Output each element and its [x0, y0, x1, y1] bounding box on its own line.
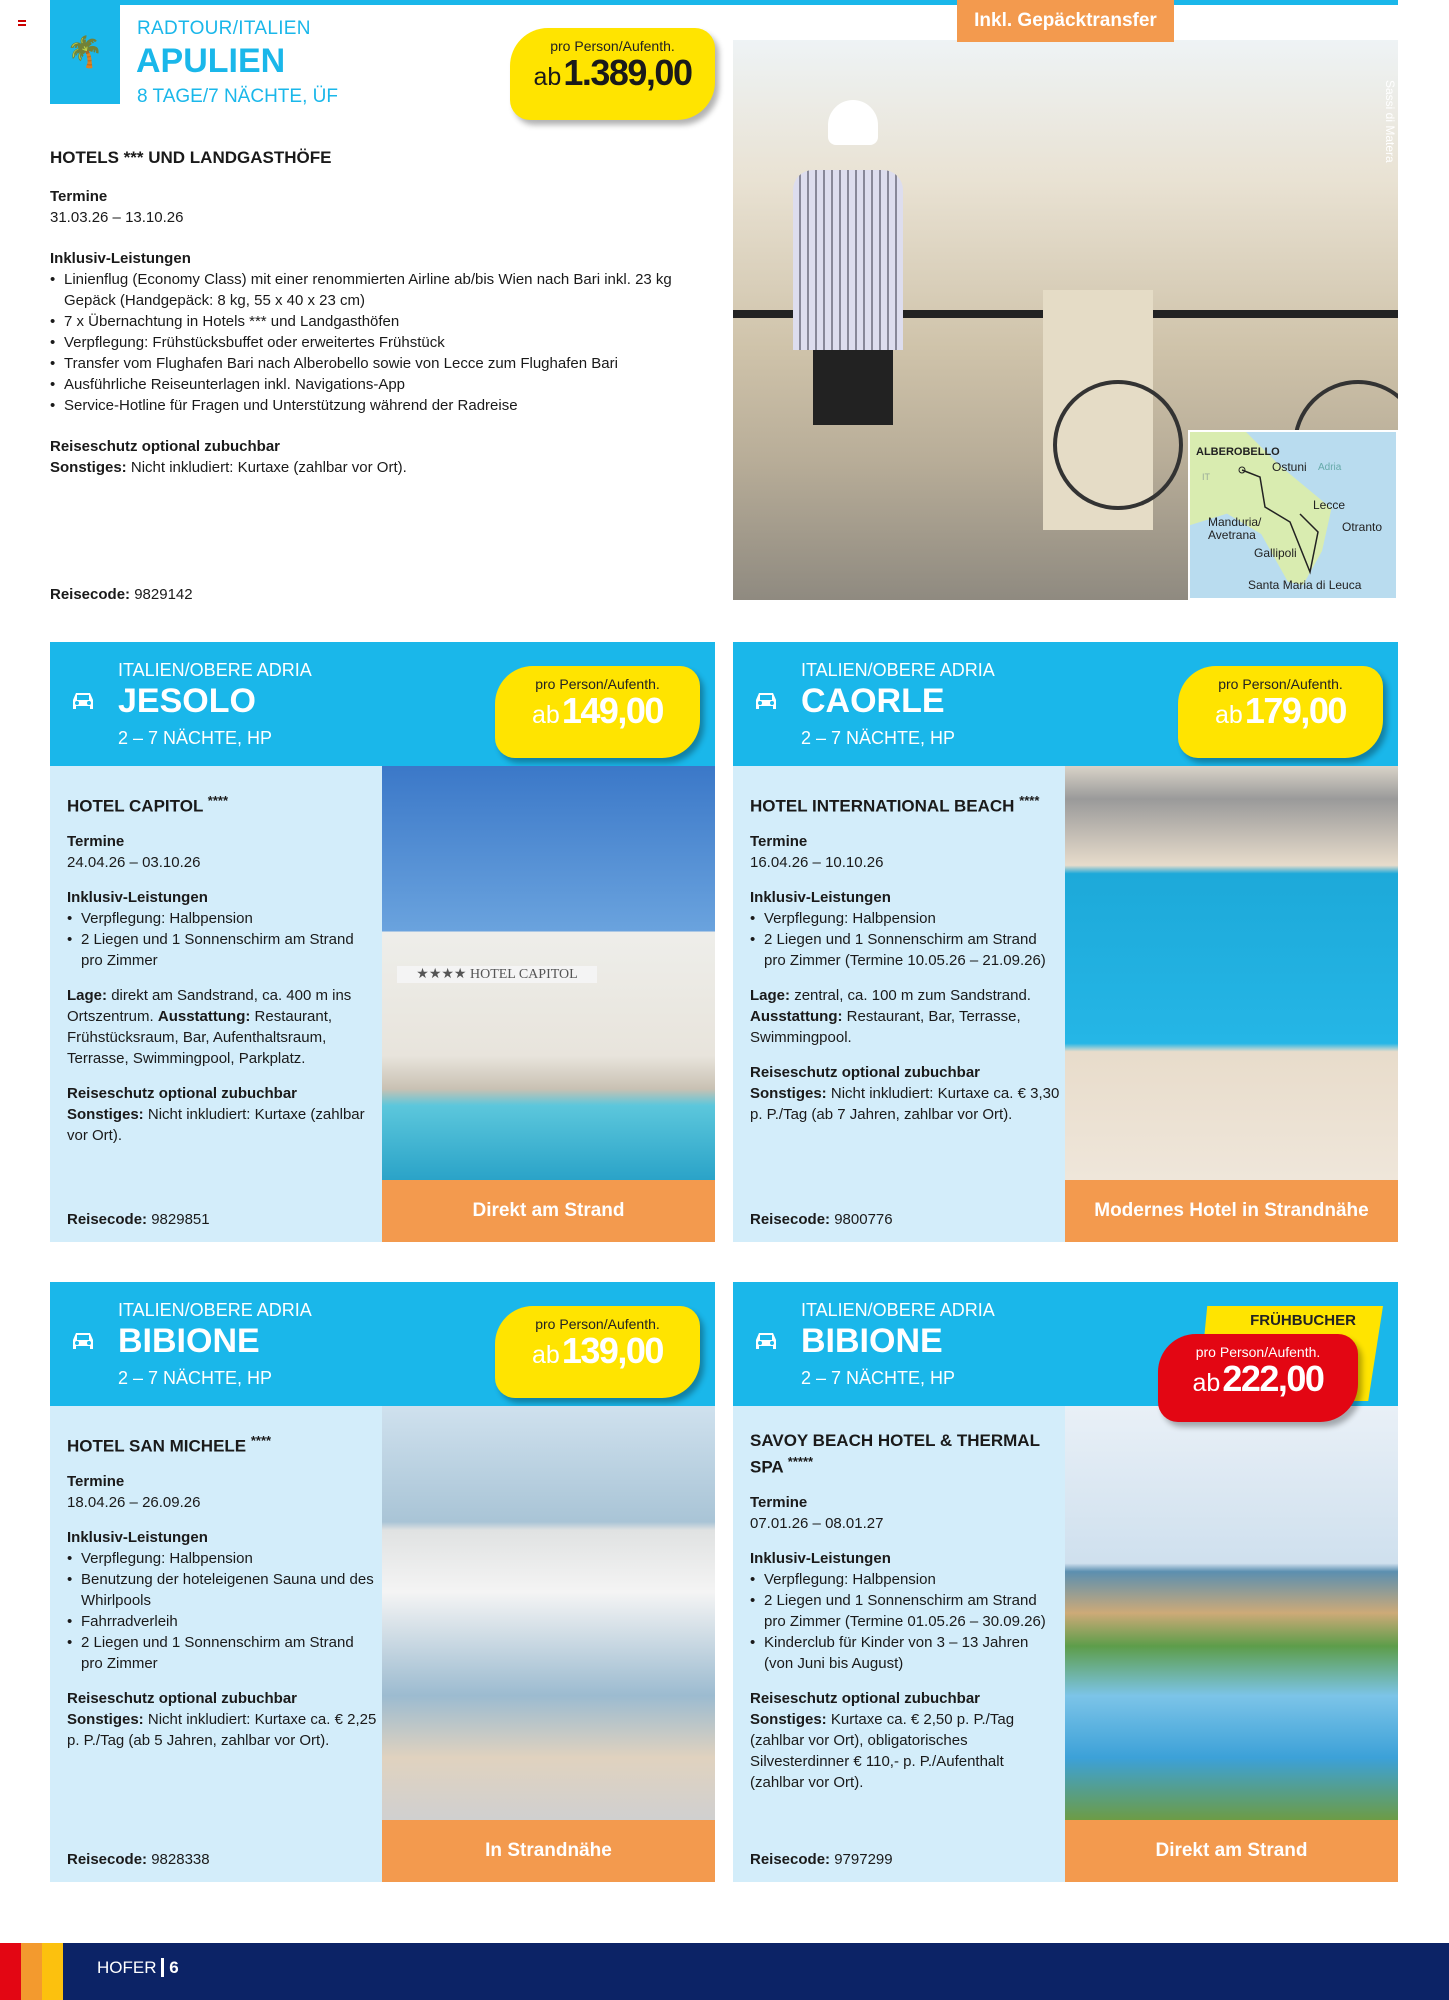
inklusiv-label: Inklusiv-Leistungen	[67, 888, 208, 906]
inklusiv-list	[750, 908, 1060, 971]
inklusiv-label: Inklusiv-Leistungen	[50, 250, 191, 267]
reisecode-value: 9829851	[151, 1211, 210, 1228]
price-value: 1.389,00	[563, 52, 692, 93]
sonstiges-text: Kurtaxe ca. € 2,50 p. P./Tag (zahlbar vor Ort), obligatorisches Silvesterdinner € 110,- p. P./Aufenthalt (zahlbar vor Ort).	[750, 1710, 1015, 1791]
inklusiv-label: Inklusiv-Leistungen	[750, 1549, 891, 1567]
price-value-row	[1178, 692, 1383, 734]
reisecode-row	[67, 1851, 210, 1868]
photo-caption: In Strandnähe	[382, 1820, 715, 1882]
card-title: CAORLE	[801, 682, 945, 720]
list-item: • Service-Hotline für Fragen und Unterstützung während der Radreise	[50, 395, 690, 416]
card-header	[50, 1282, 715, 1406]
reisecode-value: 9797299	[834, 1851, 893, 1868]
list-item: • Linienflug (Economy Class) mit einer renommierten Airline ab/bis Wien nach Bari inkl. 23 kg Gepäck (Handgepäck: 8 kg, 55 x 40 x 23 cm)	[50, 269, 690, 311]
car-icon	[751, 1326, 781, 1356]
reiseschutz-note: Reiseschutz optional zubuchbar	[50, 438, 281, 455]
price-value-row	[495, 1332, 700, 1374]
footer-brand: HOFER	[97, 1958, 157, 1977]
list-item: • Verpflegung: Halbpension	[67, 1548, 377, 1569]
offer-card-jesolo	[50, 642, 715, 1242]
reisecode-row	[750, 1851, 893, 1868]
reisecode-value: 9828338	[151, 1851, 210, 1868]
reiseschutz-note: Reiseschutz optional zubuchbar	[67, 1689, 298, 1707]
route-map	[1188, 430, 1398, 600]
card-title: BIBIONE	[118, 1322, 260, 1360]
hotel-name	[750, 1430, 1060, 1478]
price-badge	[1158, 1334, 1358, 1422]
price-badge	[495, 666, 700, 758]
page-number: 6	[161, 1958, 178, 1977]
reisecode-label: Reisecode:	[67, 1211, 148, 1228]
top-rule	[50, 0, 1398, 5]
inklusiv-label: Inklusiv-Leistungen	[750, 888, 891, 906]
early-booking-label: FRÜHBUCHER	[1250, 1312, 1356, 1329]
reiseschutz-note: Reiseschutz optional zubuchbar	[750, 1063, 981, 1081]
card-header	[733, 1282, 1398, 1406]
card-body	[733, 1406, 1398, 1882]
termine-label: Termine	[67, 1472, 125, 1490]
sonstiges-text: Nicht inkludiert: Kurtaxe (zahlbar vor Ort).	[67, 1105, 365, 1144]
reisecode-value: 9800776	[834, 1211, 893, 1228]
termine-value: 16.04.26 – 10.10.26	[750, 853, 884, 871]
map-label: ALBEROBELLO	[1196, 446, 1280, 458]
detail-text: Restaurant, Bar, Terrasse, Swimmingpool.	[750, 1007, 1021, 1046]
termine-value: 07.01.26 – 08.01.27	[750, 1514, 884, 1532]
card-header	[733, 642, 1398, 766]
card-title: JESOLO	[118, 682, 256, 720]
sonstiges-row	[67, 1709, 377, 1751]
sonstiges-text: Nicht inkludiert: Kurtaxe (zahlbar vor Ort).	[130, 459, 407, 476]
palm-island-icon: 🌴	[50, 0, 120, 104]
map-label: Otranto	[1342, 520, 1383, 534]
map-label: Lecce	[1313, 498, 1346, 512]
hotel-stars: ****	[207, 793, 229, 808]
photo-caption: Direkt am Strand	[382, 1180, 715, 1242]
sonstiges-text: Nicht inkludiert: Kurtaxe ca. € 2,25 p. P./Tag (ab 5 Jahren, zahlbar vor Ort).	[67, 1710, 377, 1749]
hotel-stars: ****	[250, 1433, 272, 1448]
hotel-sign-text: ★★★★ HOTEL CAPITOL	[397, 966, 597, 983]
price-badge	[495, 1306, 700, 1398]
hotel-photo	[382, 1406, 715, 1820]
price-value-row	[1158, 1360, 1358, 1402]
termine-value: 18.04.26 – 26.09.26	[67, 1493, 201, 1511]
reisecode-value: 9829142	[134, 586, 193, 603]
car-icon	[68, 686, 98, 716]
card-text	[67, 1430, 377, 1751]
offer-kicker: RADTOUR/ITALIEN	[137, 18, 311, 39]
detail-label: Ausstattung:	[157, 1007, 251, 1025]
stripe-red	[0, 1943, 21, 2000]
sonstiges-label: Sonstiges:	[50, 459, 127, 476]
photo-tag: Inkl. Gepäcktransfer	[957, 0, 1174, 42]
detail-label: Lage:	[67, 986, 108, 1004]
sonstiges-label: Sonstiges:	[750, 1084, 827, 1102]
card-duration: 2 – 7 NÄCHTE, HP	[801, 1368, 956, 1388]
hotel-name-text: SAVOY BEACH HOTEL & THERMAL SPA	[750, 1431, 1040, 1477]
hotel-photo	[1065, 766, 1398, 1180]
stripe-orange	[21, 1943, 42, 2000]
offer-card-bibione	[733, 1282, 1398, 1882]
card-text	[67, 790, 377, 1146]
hotel-name	[750, 790, 1060, 817]
termine-label: Termine	[750, 1493, 808, 1511]
inklusiv-list	[750, 1569, 1060, 1674]
map-label: Gallipoli	[1254, 546, 1297, 560]
price-value: 149,00	[561, 690, 663, 731]
card-text	[750, 1430, 1060, 1793]
sonstiges-text: Nicht inkludiert: Kurtaxe ca. € 3,30 p. P./Tag (ab 7 Jahren, zahlbar vor Ort).	[750, 1084, 1060, 1123]
price-label: pro Person/Aufenth.	[550, 38, 675, 54]
offer-card-caorle	[733, 642, 1398, 1242]
card-duration: 2 – 7 NÄCHTE, HP	[801, 728, 956, 748]
card-text	[750, 790, 1060, 1125]
inklusiv-list	[67, 908, 377, 971]
price-badge	[510, 28, 715, 120]
map-sea-label: Adria	[1318, 462, 1342, 473]
sonstiges-row	[67, 1104, 377, 1146]
termine-value: 24.04.26 – 03.10.26	[67, 853, 201, 871]
hotel-name-text: HOTEL CAPITOL	[67, 796, 204, 816]
footer-bar	[63, 1943, 1449, 2000]
footer-brand-page	[97, 1958, 179, 1978]
reisecode-label: Reisecode:	[67, 1851, 148, 1868]
offer-title: APULIEN	[136, 42, 286, 80]
card-duration: 2 – 7 NÄCHTE, HP	[118, 1368, 273, 1388]
list-item: • Kinderclub für Kinder von 3 – 13 Jahren (von Juni bis August)	[750, 1632, 1060, 1674]
flag-icon	[18, 20, 26, 26]
sonstiges-row	[750, 1083, 1060, 1125]
sonstiges-label: Sonstiges:	[750, 1710, 827, 1728]
offer-card-bibione	[50, 1282, 715, 1882]
list-item: • Benutzung der hoteleigenen Sauna und des Whirlpools	[67, 1569, 377, 1611]
price-prefix: ab	[532, 1341, 560, 1369]
sonstiges-label: Sonstiges:	[67, 1105, 144, 1123]
hotel-name	[67, 1430, 377, 1457]
reisecode-row	[750, 1211, 893, 1228]
price-badge	[1178, 666, 1383, 758]
list-item: • 2 Liegen und 1 Sonnenschirm am Strand pro Zimmer (Termine 01.05.26 – 30.09.26)	[750, 1590, 1060, 1632]
card-header	[50, 642, 715, 766]
map-label: Ostuni	[1272, 460, 1307, 474]
hotel-photo	[382, 766, 715, 1180]
list-item: • Verpflegung: Halbpension	[750, 1569, 1060, 1590]
reiseschutz-note: Reiseschutz optional zubuchbar	[67, 1084, 298, 1102]
price-label: pro Person/Aufenth.	[535, 676, 660, 692]
list-item: • Verpflegung: Halbpension	[750, 908, 1060, 929]
reisecode-label: Reisecode:	[750, 1851, 831, 1868]
inklusiv-label: Inklusiv-Leistungen	[67, 1528, 208, 1546]
map-region-label: IT	[1202, 472, 1210, 482]
termine-label: Termine	[50, 188, 108, 205]
map-label: Santa Maria di Leuca	[1248, 578, 1362, 592]
price-prefix: ab	[1192, 1369, 1221, 1397]
detail-text: Restaurant, Frühstücksraum, Bar, Aufenthaltsraum, Terrasse, Swimmingpool, Parkplatz.	[67, 1007, 333, 1067]
map-label: Manduria/ Avetrana	[1208, 515, 1262, 542]
detail-label: Ausstattung:	[750, 1007, 843, 1025]
detail-label: Lage:	[750, 986, 791, 1004]
list-item: • Transfer vom Flughafen Bari nach Alberobello sowie von Lecce zum Flughafen Bari	[50, 353, 690, 374]
photo-caption: Modernes Hotel in Strandnähe	[1065, 1180, 1398, 1242]
inklusiv-list	[50, 269, 690, 416]
price-value: 179,00	[1244, 690, 1346, 731]
list-item: • Fahrradverleih	[67, 1611, 377, 1632]
photo-credit: Sassi di Matera	[1383, 80, 1397, 163]
list-item: • 2 Liegen und 1 Sonnenschirm am Strand pro Zimmer (Termine 10.05.26 – 21.09.26)	[750, 929, 1060, 971]
reisecode-row	[67, 1211, 210, 1228]
card-kicker: ITALIEN/OBERE ADRIA	[118, 1300, 312, 1320]
list-item: • Verpflegung: Frühstücksbuffet oder erweitertes Frühstück	[50, 332, 690, 353]
sonstiges-row	[750, 1709, 1060, 1793]
hotel-name-text: HOTEL INTERNATIONAL BEACH	[750, 796, 1015, 816]
hotel-stars: ****	[1019, 793, 1040, 808]
card-body	[50, 766, 715, 1242]
price-prefix: ab	[1215, 701, 1243, 729]
inklusiv-list	[67, 1548, 377, 1674]
termine-value: 31.03.26 – 13.10.26	[50, 209, 184, 226]
photo-caption: Direkt am Strand	[1065, 1820, 1398, 1882]
price-prefix: ab	[532, 701, 560, 729]
card-title: BIBIONE	[801, 1322, 943, 1360]
price-label: pro Person/Aufenth.	[535, 1316, 660, 1332]
card-kicker: ITALIEN/OBERE ADRIA	[118, 660, 312, 680]
hotel-name-text: HOTEL SAN MICHELE	[67, 1436, 247, 1456]
card-body	[733, 766, 1398, 1242]
hotel-photo	[1065, 1406, 1398, 1820]
card-body	[50, 1406, 715, 1882]
reiseschutz-note: Reiseschutz optional zubuchbar	[750, 1689, 981, 1707]
list-item: • Ausführliche Reiseunterlagen inkl. Navigations-App	[50, 374, 690, 395]
price-label: pro Person/Aufenth.	[1218, 676, 1343, 692]
car-icon	[68, 1326, 98, 1356]
price-label: pro Person/Aufenth.	[1195, 1344, 1321, 1360]
hotel-name	[67, 790, 377, 817]
reisecode-label: Reisecode:	[50, 586, 131, 603]
price-value: 222,00	[1222, 1358, 1324, 1399]
termine-label: Termine	[750, 832, 808, 850]
offer-duration: 8 TAGE/7 NÄCHTE, ÜF	[137, 86, 338, 107]
car-icon	[751, 686, 781, 716]
termine-label: Termine	[67, 832, 125, 850]
list-item: • Verpflegung: Halbpension	[67, 908, 377, 929]
hotel-headline: HOTELS *** UND LANDGASTHÖFE	[50, 148, 332, 167]
stripe-yellow	[42, 1943, 63, 2000]
list-item: • 2 Liegen und 1 Sonnenschirm am Strand pro Zimmer	[67, 1632, 377, 1674]
sonstiges-label: Sonstiges:	[67, 1710, 144, 1728]
list-item: • 2 Liegen und 1 Sonnenschirm am Strand pro Zimmer	[67, 929, 377, 971]
detail-text: zentral, ca. 100 m zum Sandstrand.	[794, 986, 1031, 1004]
reisecode-label: Reisecode:	[750, 1211, 831, 1228]
list-item: • 7 x Übernachtung in Hotels *** und Landgasthöfen	[50, 311, 690, 332]
hotel-stars: *****	[787, 1454, 814, 1469]
detail-text: direkt am Sandstrand, ca. 400 m ins Ortszentrum.	[67, 986, 352, 1025]
card-kicker: ITALIEN/OBERE ADRIA	[801, 1300, 995, 1320]
price-prefix: ab	[533, 63, 562, 91]
price-value: 139,00	[561, 1330, 663, 1371]
card-kicker: ITALIEN/OBERE ADRIA	[801, 660, 995, 680]
card-duration: 2 – 7 NÄCHTE, HP	[118, 728, 273, 748]
price-value-row	[495, 692, 700, 734]
